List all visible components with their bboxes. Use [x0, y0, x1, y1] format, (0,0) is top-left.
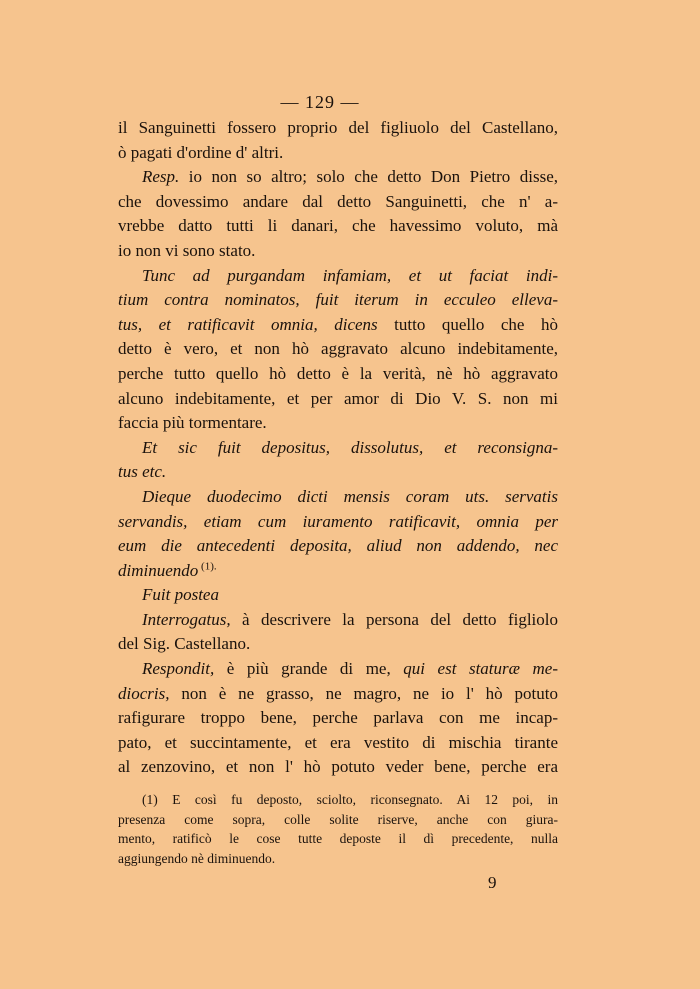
text-segment: Resp.	[142, 167, 180, 187]
text-line	[118, 141, 558, 166]
text-segment: del Sig. Castellano.	[118, 634, 251, 654]
text-segment: eum die antecedenti deposita, aliud non addendo, nec	[118, 536, 558, 556]
footnote-line: (1) E così fu deposto, sciolto, riconsegnato. Ai 12 poi, in	[142, 792, 558, 807]
text-line	[118, 362, 558, 387]
text-line	[118, 288, 558, 313]
text-line	[118, 731, 558, 756]
text-segment: il Sanguinetti fossero proprio del figliuolo del Castellano,	[118, 118, 558, 137]
text-segment: Interrogatus,	[142, 609, 231, 629]
text-segment: al zenzovino, et non l' hò potuto veder bene, perche era	[118, 757, 558, 777]
text-line	[118, 165, 558, 190]
text-segment: non è ne grasso, ne magro, ne io l' hò potuto	[169, 683, 558, 703]
text-segment: detto è vero, et non hò aggravato alcuno indebitamente,	[118, 339, 558, 359]
text-segment: tus, et ratificavit omnia, dicens	[118, 314, 378, 334]
page-number: — 129 —	[280, 92, 360, 112]
text-segment: è più grande di me,	[214, 659, 404, 679]
text-line	[118, 657, 558, 682]
body-text	[118, 116, 558, 780]
text-line	[118, 510, 558, 535]
text-line	[118, 116, 558, 141]
text-line	[118, 755, 558, 780]
text-line	[118, 239, 558, 264]
text-line	[118, 460, 558, 485]
text-segment: à descrivere la persona del detto figliolo	[230, 609, 558, 629]
text-line	[118, 387, 558, 412]
text-line	[118, 485, 558, 510]
text-segment: faccia più tormentare.	[118, 413, 267, 433]
text-line	[118, 264, 558, 289]
text-line	[118, 559, 558, 584]
text-segment: io non so altro; solo che detto Don Pietro disse,	[179, 167, 558, 187]
text-segment: vrebbe datto tutti li danari, che havessimo voluto, mà	[118, 216, 558, 236]
text-segment: io non vi sono stato.	[118, 240, 256, 260]
text-segment: servandis, etiam cum iuramento ratificavit, omnia per	[118, 511, 558, 531]
text-line	[118, 608, 558, 633]
text-segment: rafigurare troppo bene, perche parlava con me incap-	[118, 708, 558, 728]
text-segment: ò pagati d'ordine d' altri.	[118, 142, 284, 162]
footnote-reference: (1).	[198, 560, 217, 573]
text-segment: Fuit postea	[142, 585, 219, 605]
signature-mark: 9	[488, 873, 497, 892]
text-segment: tus etc.	[118, 462, 167, 482]
text-segment: diminuendo	[118, 560, 199, 580]
text-segment: che dovessimo andare dal detto Sanguinetti, che n' a-	[118, 191, 558, 211]
text-segment: qui est staturæ me-	[403, 659, 558, 679]
text-line	[118, 190, 558, 215]
text-segment: perche tutto quello hò detto è la verità, nè hò aggravato	[118, 363, 558, 383]
text-line	[118, 534, 558, 559]
text-segment: diocris,	[118, 683, 170, 703]
text-line	[118, 214, 558, 239]
text-segment: alcuno indebitamente, et per amor di Dio V. S. non mi	[118, 388, 558, 408]
footnote-line: presenza come sopra, colle solite riserve, anche con giura-	[118, 811, 558, 827]
footnote-line: aggiungendo nè diminuendo.	[118, 850, 276, 866]
text-line	[118, 337, 558, 362]
text-segment: tium contra nominatos, fuit iterum in ecculeo elleva-	[118, 290, 558, 310]
text-line	[118, 632, 558, 657]
text-line	[118, 706, 558, 731]
text-segment: Tunc ad purgandam infamiam, et ut faciat indi-	[142, 265, 558, 285]
text-line	[118, 411, 558, 436]
footnote	[118, 790, 558, 868]
text-segment: tutto quello che hò	[377, 314, 558, 334]
text-segment: Et sic fuit depositus, dissolutus, et reconsigna-	[142, 437, 558, 457]
text-line	[118, 313, 558, 338]
text-line	[118, 682, 558, 707]
text-line	[118, 583, 558, 608]
text-line	[118, 436, 558, 461]
text-segment: Respondit,	[142, 659, 215, 679]
footnote-line: mento, ratificò le cose tutte deposte il dì precedente, nulla	[118, 831, 558, 846]
text-segment: pato, et succintamente, et era vestito di mischia tirante	[118, 732, 558, 752]
text-segment: Dieque duodecimo dicti mensis coram uts. servatis	[142, 486, 558, 506]
